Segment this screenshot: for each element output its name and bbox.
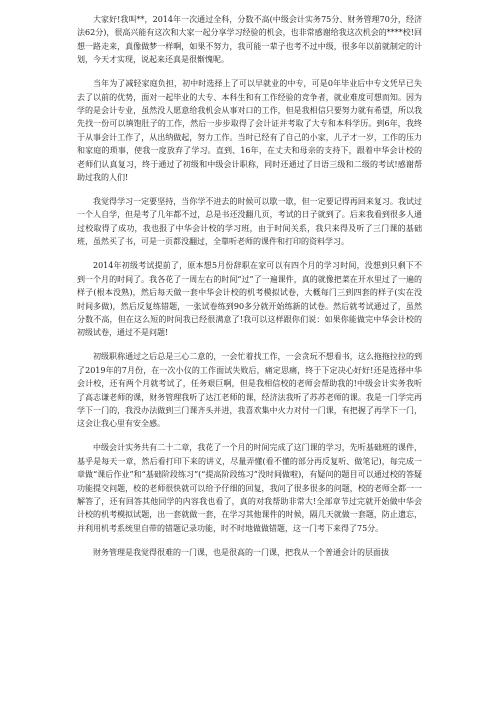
paragraph-financial-management: 财务管理是我觉得很难的一门课，也是很高的一门课，把我从一个普通会计的层面拔 — [93, 547, 389, 557]
paragraph-intro: 大家好!我叫**，2014年一次通过全科，分数不高(中级会计实务75分、财务管理70分，经济法62分)，很高兴能有这次和大家一起分享学习经验的机会，也非常感谢给我这次机会的****校!回想一路走来，真像做梦一样啊，如果不努力，我可能一辈子也考不过中级，很多年以前就制定的计划，今天才实现，说起来还真是很惭愧呢。 — [77, 15, 422, 65]
paragraph-persistence: 我觉得学习一定要坚持，当你学不进去的时候可以歇一歇，但一定要记得再回来复习。我试过一个人自学，但是考了几年都不过，总是书还没翻几页，考试的日子就到了。后来我看到很多人通过校取得了成功，我也报了中华会计校的学习班，由于时间关系，我只来得及听了三门课的基础班，虽然买了书，可是一页都没翻过，全靠听老师的课件和打印的资料学习。 — [77, 197, 422, 247]
paragraph-background: 当年为了减轻家庭负担，初中时选择上了可以早就业的中专，可是0年毕业后中专文凭早已失去了以前的优势，面对一起毕业的大专、本科生和有工作经验的竞争者，就业难度可想而知。因为学的是会计专业，虽然没人愿意给我机会从事对口的工作，但是我相信只要努力就有希望，所以我先找一份可以填饱肚子的工作，然后一步步取得了会计证并考取了大专和本科学历。到6年，我终于从事会计工作了，从出纳做起，努力工作。当时已经有了自己的小家，儿子才一岁，工作的压力和家庭的琐事，使我一度放弃了学习。直到、16年，在丈夫和母亲的支持下，跟着中华会计校的老师们认真复习，终于通过了初级和中级会计职称，同时还通过了日语三级和二级的考试!感谢帮助过我的人们! — [77, 79, 422, 183]
paragraph-intermediate-plan: 初级职称通过之后总是三心二意的，一会忙着找工作，一会贪玩不想看书，这么拖拖拉拉的到了2019年的7月份，在一次小仪的工作面试失败后，痛定思痛，终于下定决心好好!还是选择中华会计校，还有两个月就考试了，任务艰巨啊，但是我相信校的老师会帮助我的!中级会计实务我听了高志谦老师的课，财务管理我听了达江老师的课，经济法我听了苏苏老师的课。我是一门学完再学下一门的，我没办法做到三门课齐头并进，我喜欢集中火力对付一门课，有把握了再学下一门，这会让我心里有安全感。 — [77, 352, 422, 429]
paragraph-junior-exam: 2014年初级考试提前了，原本想5月份辞职在家可以有四个月的学习时间，没想到只剩下不到一个月的时间了。我各花了一周左右的时间“过”了一遍课件，真的就像把菜在开水里过了一遍的样子(根本没熟)，然后每天做一套中华会计校的机考模拟试卷，大概每门三到四套的样子(实在没时间多做)，然后反复练错题，一张试卷练到90多分就开始练新的试卷。然后就考试通过了，虽然分数不高，但在这么短的时间我已经很满意了!我可以这样跟你们说：如果你能做完中华会计校的初级试卷，通过不是问题! — [77, 261, 422, 338]
paragraph-accounting-practice: 中级会计实务共有二十二章，我花了一个月的时间完成了这门课的学习，先听基础班的课件，基乎是每天一章，然后看打印下来的讲义，尽量弄懂(看不懂的部分再反复听、做笔记)，每完成一章做“课后作业”和“基础阶段练习”(“提高阶段练习”没时间做啦)，有疑问的题目可以通过校的答疑功能提交问题，校的老师很快就可以给予仔细的回复，我问了很多很多的问题，校的老师全都一一解答了，还有回答其他同学的内容我也看了，真的对我帮助非常大!全部章节过完就开始做中华会计校的机考模拟试题，出一套就做一套，在学习其他课件的时候，隔几天就做一套题，防止遗忘，并利用机考系统里自带的错题记录功能，时不时地做做错题，这一门考下来得了75分。 — [77, 443, 422, 533]
document-page — [77, 13, 422, 570]
